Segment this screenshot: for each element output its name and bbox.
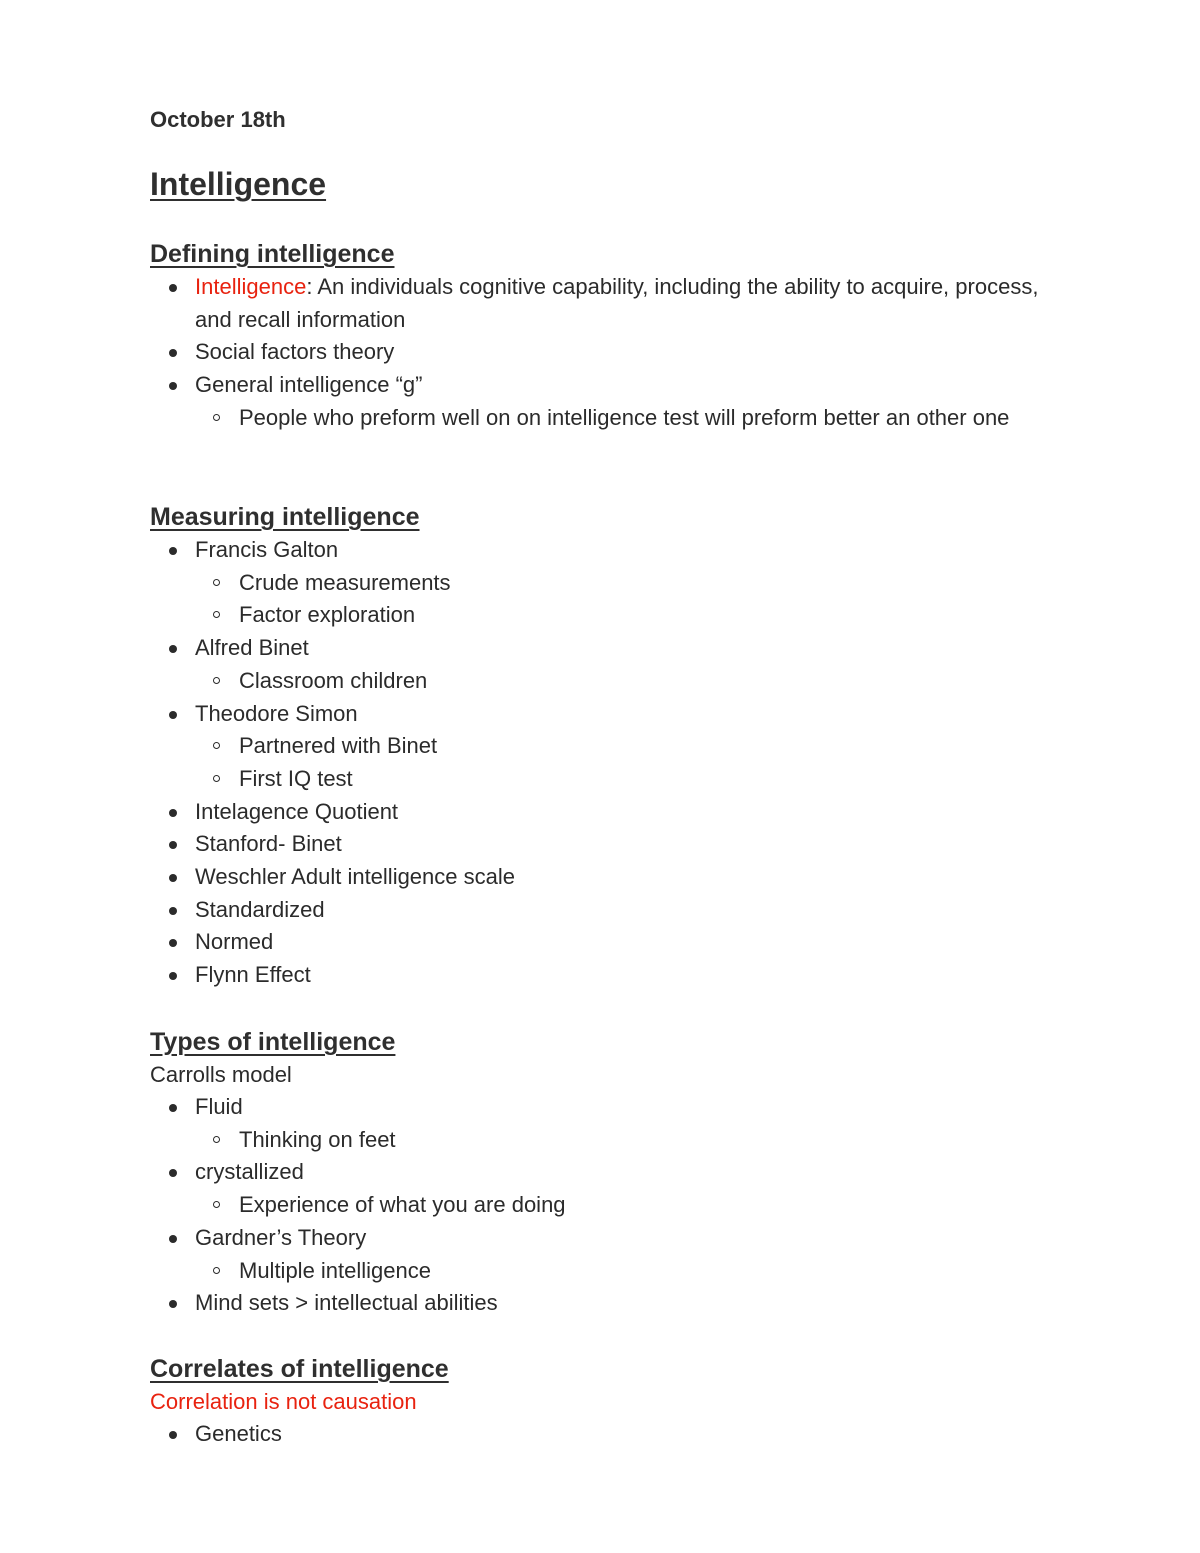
sub-list-item-label: Multiple intelligence xyxy=(239,1257,431,1283)
list-item-label: Theodore Simon xyxy=(195,700,358,726)
section-correlates-of-intelligence xyxy=(150,1353,1070,1451)
page-title: Intelligence xyxy=(150,166,327,202)
sub-list-item xyxy=(195,1189,1070,1222)
sub-list-item xyxy=(195,1124,1070,1157)
bullet-icon xyxy=(169,1235,177,1243)
list-item-label: General intelligence “g” xyxy=(195,372,423,398)
list-item-label: Fluid xyxy=(195,1094,243,1119)
bullet-list xyxy=(150,1418,1070,1451)
sub-list-item xyxy=(195,567,1070,600)
bullet-icon xyxy=(169,1300,177,1308)
list-item-label: Intelagence Quotient xyxy=(195,798,399,824)
bullet-icon xyxy=(169,645,177,653)
list-item-label: Flynn Effect xyxy=(195,962,311,988)
list-item xyxy=(150,796,1070,829)
list-item-label: Stanford- Binet xyxy=(195,831,342,857)
list-item xyxy=(150,632,1070,697)
sub-list-item-label: First IQ test xyxy=(239,765,353,791)
list-item xyxy=(150,1222,1070,1287)
sub-list xyxy=(195,665,1070,698)
bullet-icon xyxy=(169,711,177,719)
sub-list xyxy=(195,1189,1070,1222)
sub-list-item xyxy=(195,402,1054,435)
hollow-bullet-icon xyxy=(213,1136,220,1143)
bullet-list xyxy=(150,1091,1070,1320)
sub-list xyxy=(195,567,1070,632)
bullet-icon xyxy=(169,874,177,882)
list-item-label: Francis Galton xyxy=(195,537,339,562)
section-heading: Correlates of intelligence xyxy=(150,1355,449,1383)
sub-list-item-label: People who preform well on on intelligence test will preform better an other one xyxy=(239,404,1010,430)
sub-list-item xyxy=(195,599,1070,632)
list-item xyxy=(150,1287,1070,1320)
list-item xyxy=(150,1091,1070,1156)
hollow-bullet-icon xyxy=(213,742,220,749)
list-item xyxy=(150,369,1070,434)
sub-list-item xyxy=(195,763,1070,796)
list-item-label: Alfred Binet xyxy=(195,635,309,661)
sub-list-item xyxy=(195,1255,1070,1288)
hollow-bullet-icon xyxy=(213,775,220,782)
bullet-icon xyxy=(169,841,177,849)
section-types-of-intelligence xyxy=(150,1026,1070,1320)
bullet-icon xyxy=(169,1104,177,1112)
list-item-label: Social factors theory xyxy=(195,339,395,365)
list-item xyxy=(150,1156,1070,1221)
bullet-icon xyxy=(169,972,177,980)
hollow-bullet-icon xyxy=(213,1267,220,1274)
bullet-icon xyxy=(169,939,177,947)
list-item xyxy=(150,926,1070,959)
list-item-label: Normed xyxy=(195,929,274,955)
list-item-label: crystallized xyxy=(195,1159,304,1185)
sub-list xyxy=(195,1124,1070,1157)
bullet-icon xyxy=(169,547,177,555)
list-item-label: Standardized xyxy=(195,896,325,922)
sub-list-item-label: Crude measurements xyxy=(239,569,451,595)
list-item xyxy=(150,1418,1070,1451)
sub-list xyxy=(195,402,1070,435)
section-defining-intelligence xyxy=(150,238,1070,435)
highlight-note: Correlation is not causation xyxy=(150,1389,417,1414)
list-item xyxy=(150,861,1070,894)
bullet-icon xyxy=(169,1169,177,1177)
list-item-label: Genetics xyxy=(195,1421,282,1446)
sub-list-item-label: Thinking on feet xyxy=(239,1126,396,1152)
sub-list-item-label: Partnered with Binet xyxy=(239,733,438,759)
sub-list xyxy=(195,730,1070,795)
list-item xyxy=(150,336,1070,369)
sub-list-item xyxy=(195,730,1070,763)
hollow-bullet-icon xyxy=(213,611,220,618)
hollow-bullet-icon xyxy=(213,1201,220,1208)
section-heading: Measuring intelligence xyxy=(150,503,420,531)
note-date: October 18th xyxy=(150,107,286,132)
list-item xyxy=(150,894,1070,927)
sub-list-item-label: Factor exploration xyxy=(239,602,416,628)
list-item-label: Weschler Adult intelligence scale xyxy=(195,864,515,890)
section-measuring-intelligence xyxy=(150,501,1070,992)
list-item xyxy=(150,959,1070,992)
bullet-icon xyxy=(169,349,177,357)
list-item xyxy=(150,534,1070,632)
definition-text: : An individuals cognitive capability, including the ability to acquire, process, and recall information xyxy=(195,274,1039,332)
section-heading: Types of intelligence xyxy=(150,1028,396,1056)
sub-list-item-label: Classroom children xyxy=(239,667,428,693)
bullet-list xyxy=(150,271,1070,435)
bullet-icon xyxy=(169,809,177,817)
list-item xyxy=(150,271,1055,336)
list-item-label: Gardner’s Theory xyxy=(195,1224,367,1250)
subheading: Carrolls model xyxy=(150,1062,292,1087)
hollow-bullet-icon xyxy=(213,579,220,586)
section-heading: Defining intelligence xyxy=(150,240,395,268)
sub-list xyxy=(195,1255,1070,1288)
hollow-bullet-icon xyxy=(213,414,220,421)
term-highlight: Intelligence xyxy=(195,274,307,299)
list-item-label: Mind sets > intellectual abilities xyxy=(195,1290,498,1316)
bullet-icon xyxy=(169,1431,177,1439)
hollow-bullet-icon xyxy=(213,677,220,684)
bullet-icon xyxy=(169,907,177,915)
bullet-list xyxy=(150,534,1070,992)
list-item xyxy=(150,828,1070,861)
bullet-icon xyxy=(169,382,177,390)
bullet-icon xyxy=(169,284,177,292)
list-item xyxy=(150,698,1070,796)
sub-list-item-label: Experience of what you are doing xyxy=(239,1192,566,1218)
sub-list-item xyxy=(195,665,1070,698)
